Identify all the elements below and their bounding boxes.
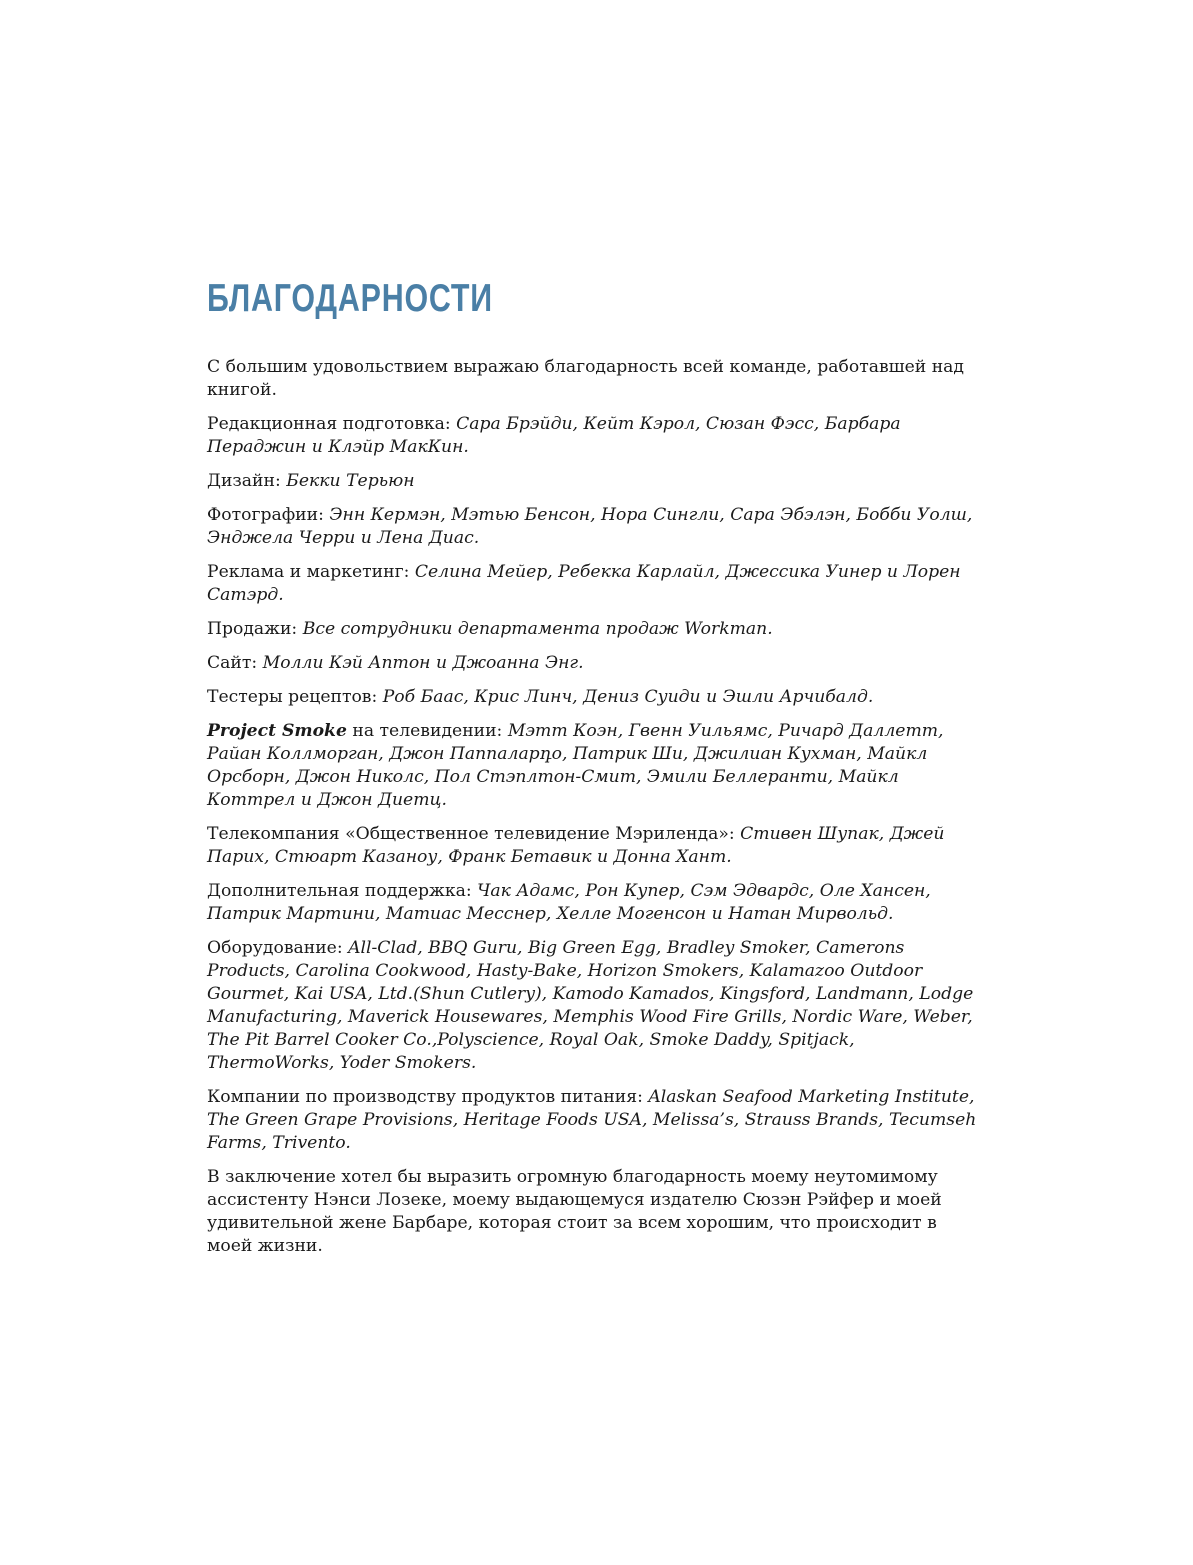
credit-names: Мэтт Коэн, Гвенн Уильямс, Ричард Даллетт, Райан Коллморган, Джон Паппаларդо, Патрик Ши, Джилиан Кухман, Майкл Орсборн, Джон Николс, Пол Стэплтон-Смит, Эмили Беллеранти, Майкл Коттрел и Джон Диетц.: [207, 721, 944, 810]
credit-label: Дизайн:: [207, 471, 287, 491]
credit-label: Оборудование:: [207, 938, 349, 958]
credit-tv-company: [207, 823, 977, 869]
credit-label: Тестеры рецептов:: [207, 687, 383, 707]
credit-label: Фотографии:: [207, 505, 330, 525]
credit-names: Стивен Шупак, Джей Парих, Стюарт Казаноу, Франк Бетавик и Донна Хант.: [207, 824, 945, 867]
credit-label: Реклама и маркетинг:: [207, 562, 415, 582]
credit-names: Роб Баас, Крис Линч, Дениз Суиди и Эшли Арчибалд.: [382, 687, 874, 707]
credit-names: Молли Кэй Аптон и Джоанна Энг.: [262, 653, 584, 673]
credit-label: на телевидении:: [346, 721, 508, 741]
credit-label: Компании по производству продуктов питания:: [207, 1087, 649, 1107]
show-title: Project Smoke: [207, 721, 347, 741]
credit-names: All-Clad, BBQ Guru, Big Green Egg, Bradley Smoker, Camerons Products, Carolina Cookwood, Hasty-Bake, Horizon Smokers, Kalamazoo Outdoor Gourmet, Kai USA, Ltd.(Shun Cutlery), Kamodo Kamados, Kingsford, Landmann, Lodge Manufacturing, Maverick Housewares, Memphis Wood Fire Grills, Nordic Ware, Weber, The Pit Barrel Cooker Co.,Polyscience, Royal Oak, Smoke Daddy, Spitjack, ThermoWorks, Yoder Smokers.: [207, 938, 974, 1073]
credit-names: Alaskan Seafood Marketing Institute, The Green Grape Provisions, Heritage Foods USA, Melissa’s, Strauss Brands, Tecumseh Farms, Trivento.: [207, 1087, 977, 1153]
credit-names: Энн Кермэн, Мэтью Бенсон, Нора Сингли, Сара Эбэлэн, Бобби Уолш, Энджела Черри и Лена Диас.: [207, 505, 973, 548]
credit-tv: [207, 720, 977, 812]
credit-equipment: [207, 937, 977, 1075]
credit-website: [207, 652, 977, 675]
credit-names: Чак Адамс, Рон Купер, Сэм Эдвардс, Оле Хансен, Патрик Мартини, Матиас Месснер, Хелле Могенсон и Натан Мирвольд.: [207, 881, 931, 924]
credit-names: Бекки Терьюн: [286, 471, 415, 491]
credit-names: Сара Брэйди, Кейт Кэрол, Сюзан Фэсс, Барбара Пераджин и Клэйр МакКин.: [207, 414, 901, 457]
credit-names: Селина Мейер, Ребекка Карлайл, Джессика Уинер и Лорен Сатэрд.: [207, 562, 961, 605]
credit-label: Продажи:: [207, 619, 303, 639]
credit-support: [207, 880, 977, 926]
acknowledgements-page: [207, 276, 977, 1269]
credit-label: Дополнительная поддержка:: [207, 881, 478, 901]
credit-sales: [207, 618, 977, 641]
credit-food-companies: [207, 1086, 977, 1155]
credit-label: Редакционная подготовка:: [207, 414, 457, 434]
credit-recipe-testers: [207, 686, 977, 709]
page-title: БЛАГОДАРНОСТИ: [207, 277, 493, 320]
closing-paragraph: В заключение хотел бы выразить огромную благодарность моему неутомимому ассистенту Нэнси Лозеке, моему выдающемуся издателю Сюзэн Рэйфер и моей удивительной жене Барбаре, которая стоит за всем хорошим, что происходит в моей жизни.: [207, 1167, 942, 1256]
credit-photography: [207, 504, 977, 550]
credit-names: Все сотрудники департамента продаж Workman.: [302, 619, 773, 639]
credit-label: Сайт:: [207, 653, 263, 673]
intro-paragraph: С большим удовольствием выражаю благодарность всей команде, работавшей над книгой.: [207, 357, 964, 400]
credit-editorial: [207, 413, 977, 459]
credit-marketing: [207, 561, 977, 607]
credit-design: [207, 470, 977, 493]
credit-label: Телекомпания «Общественное телевидение Мэриленда»:: [207, 824, 741, 844]
